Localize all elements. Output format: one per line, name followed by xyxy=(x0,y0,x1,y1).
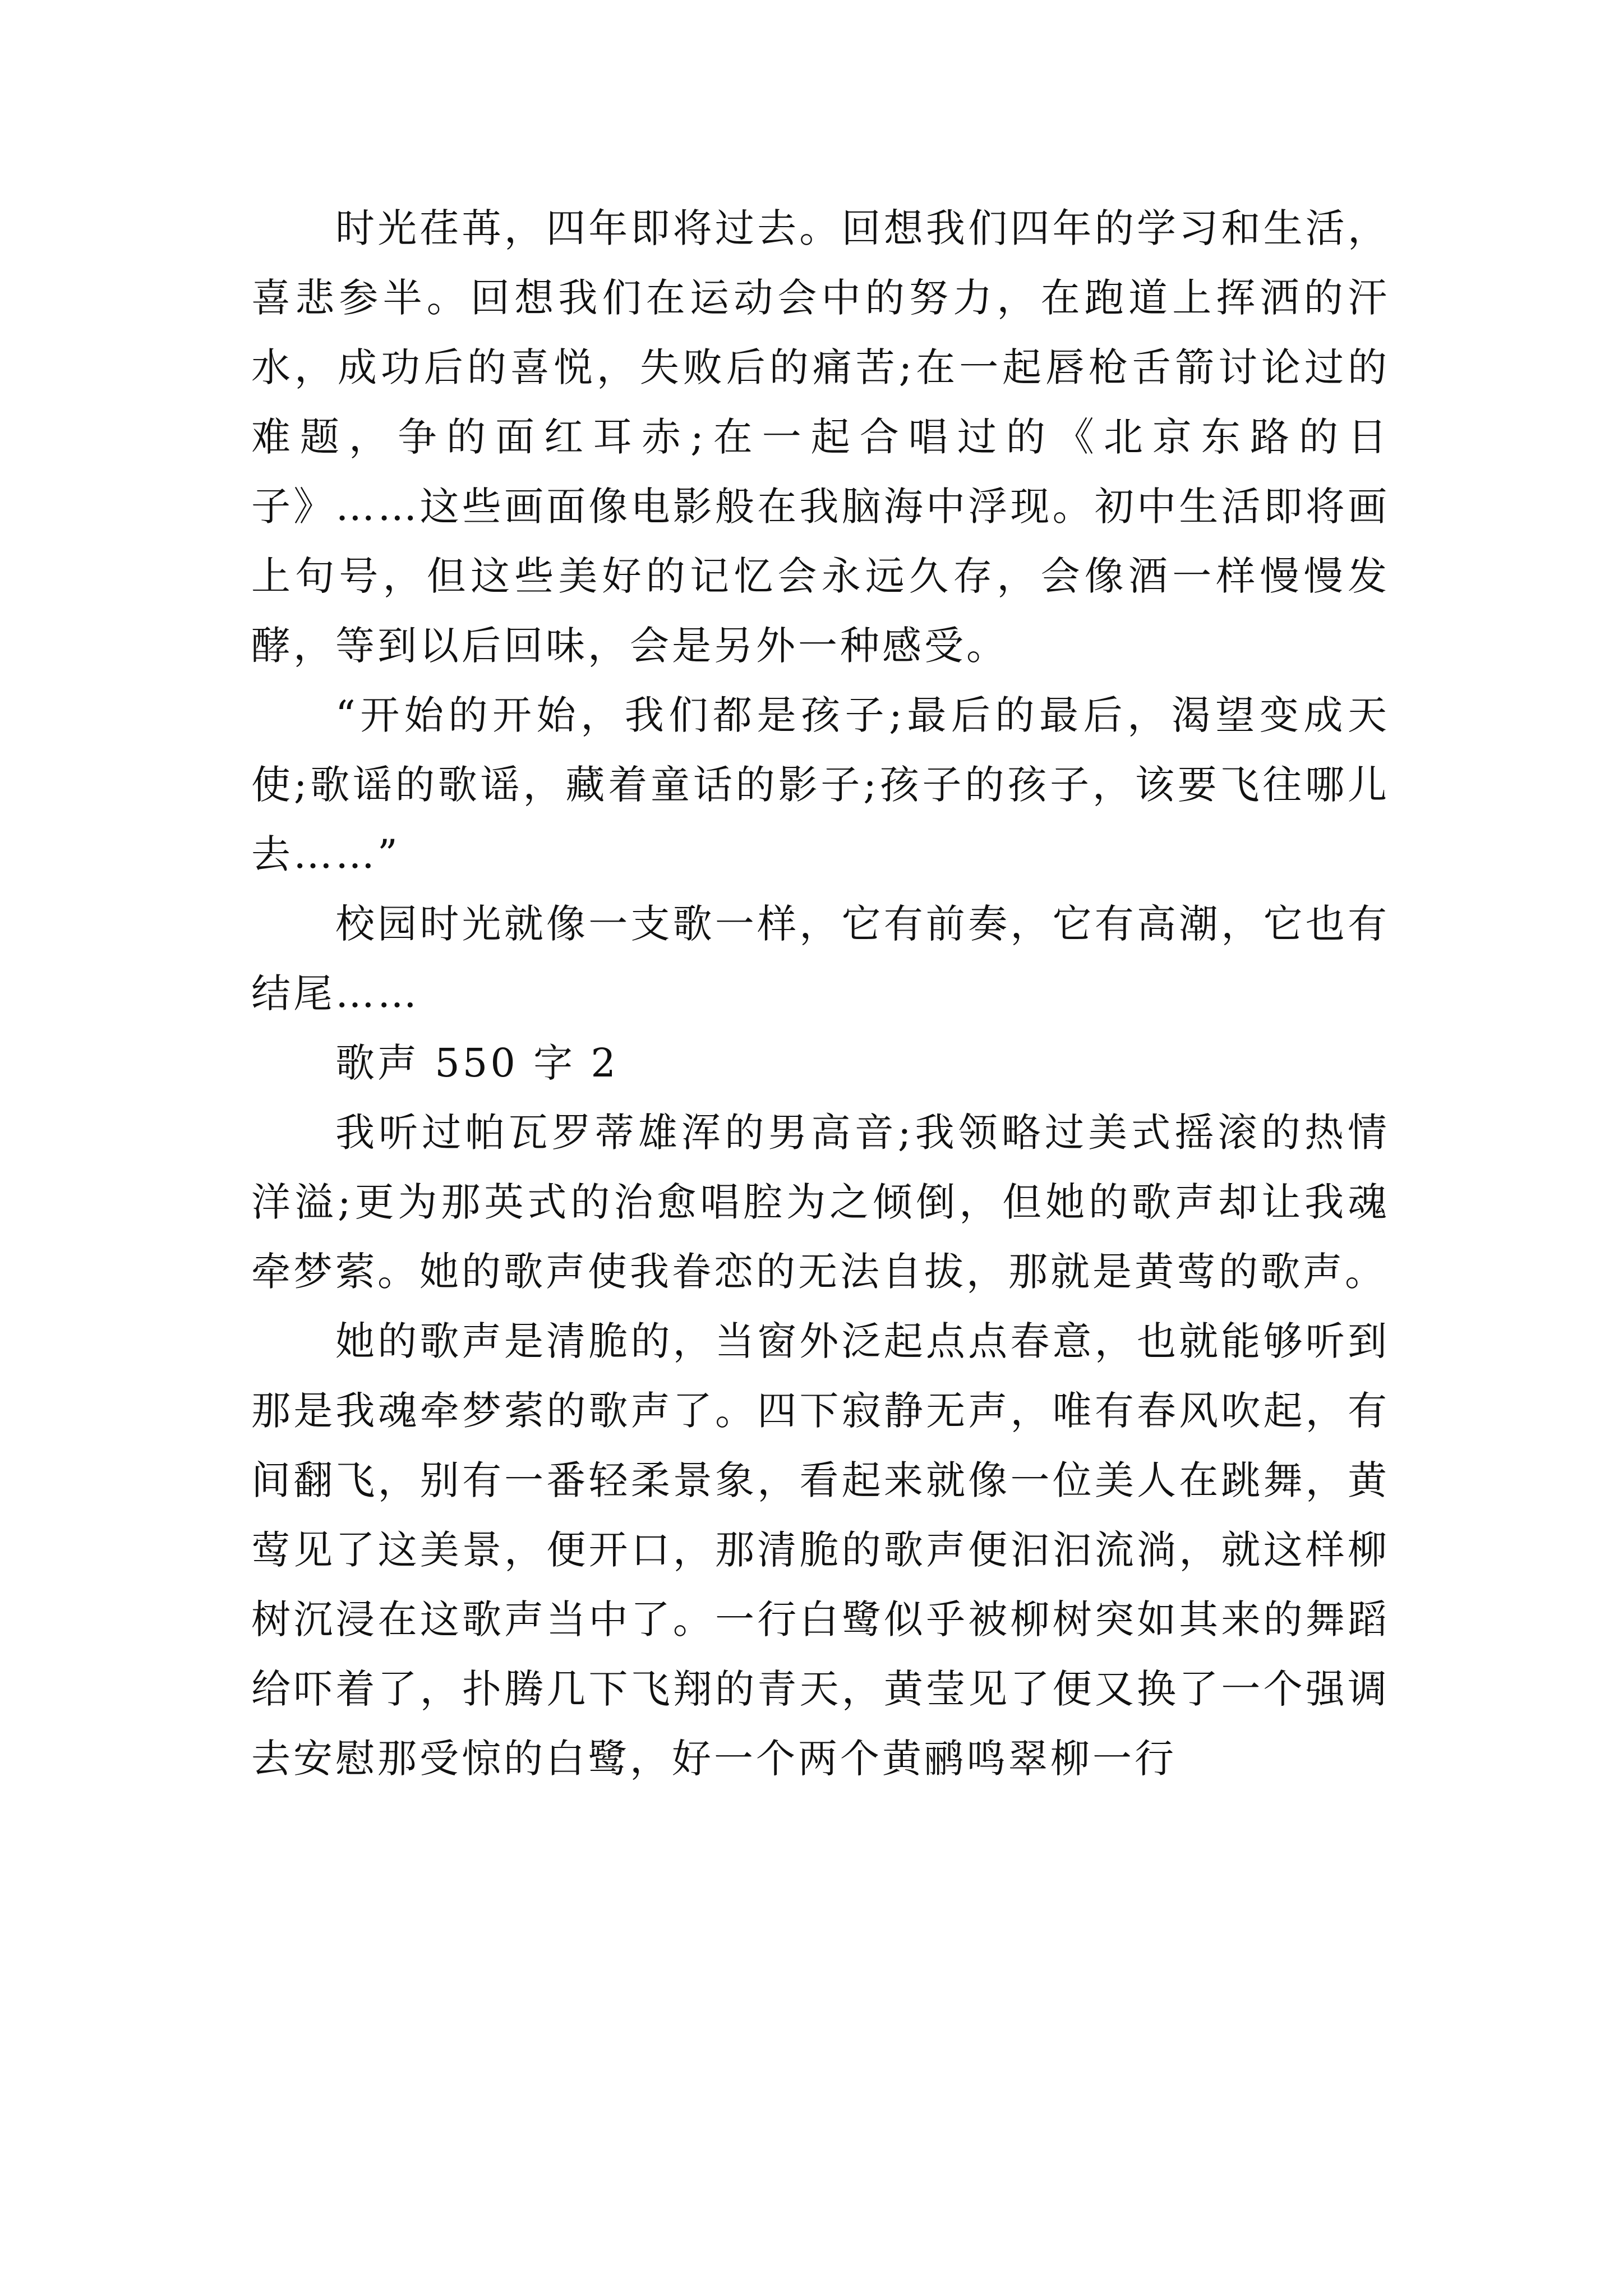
paragraph-memories: 时光荏苒，四年即将过去。回想我们四年的学习和生活，喜悲参半。回想我们在运动会中的努力，在跑道上挥洒的汗水，成功后的喜悦，失败后的痛苦;在一起唇枪舌箭讨论过的难题，争的面红耳赤;在一起合唱过的《北京东路的日子》……这些画面像电影般在我脑海中浮现。初中生活即将画上句号，但这些美好的记忆会永远久存，会像酒一样慢慢发酵，等到以后回味，会是另外一种感受。 xyxy=(251,205,1390,669)
document-body xyxy=(251,194,1390,1793)
paragraph-oriole-song: 她的歌声是清脆的，当窗外泛起点点春意，也就能够听到那是我魂牵梦萦的歌声了。四下寂静无声，唯有春风吹起，有间翻飞，别有一番轻柔景象，看起来就像一位美人在跳舞，黄莺见了这美景，便开口，那清脆的歌声便汩汩流淌，就这样柳树沉浸在这歌声当中了。一行白鹭似乎被柳树突如其来的舞蹈给吓着了，扑腾几下飞翔的青天，黄莹见了便又换了一个强调去安慰那受惊的白鹭，好一个两个黄鹂鸣翠柳一行 xyxy=(251,1318,1390,1782)
section-heading: 歌声 550 字 2 xyxy=(335,1040,619,1086)
paragraph-singers: 我听过帕瓦罗蒂雄浑的男高音;我领略过美式摇滚的热情洋溢;更为那英式的治愈唱腔为之倾倒，但她的歌声却让我魂牵梦萦。她的歌声使我眷恋的无法自拔，那就是黄莺的歌声。 xyxy=(251,1110,1390,1295)
paragraph-campus-time: 校园时光就像一支歌一样，它有前奏，它有高潮，它也有结尾…… xyxy=(251,901,1390,1016)
paragraph-song-quote: “开始的开始，我们都是孩子;最后的最后，渴望变成天使;歌谣的歌谣，藏着童话的影子;孩子的孩子，该要飞往哪儿去……” xyxy=(251,692,1390,877)
